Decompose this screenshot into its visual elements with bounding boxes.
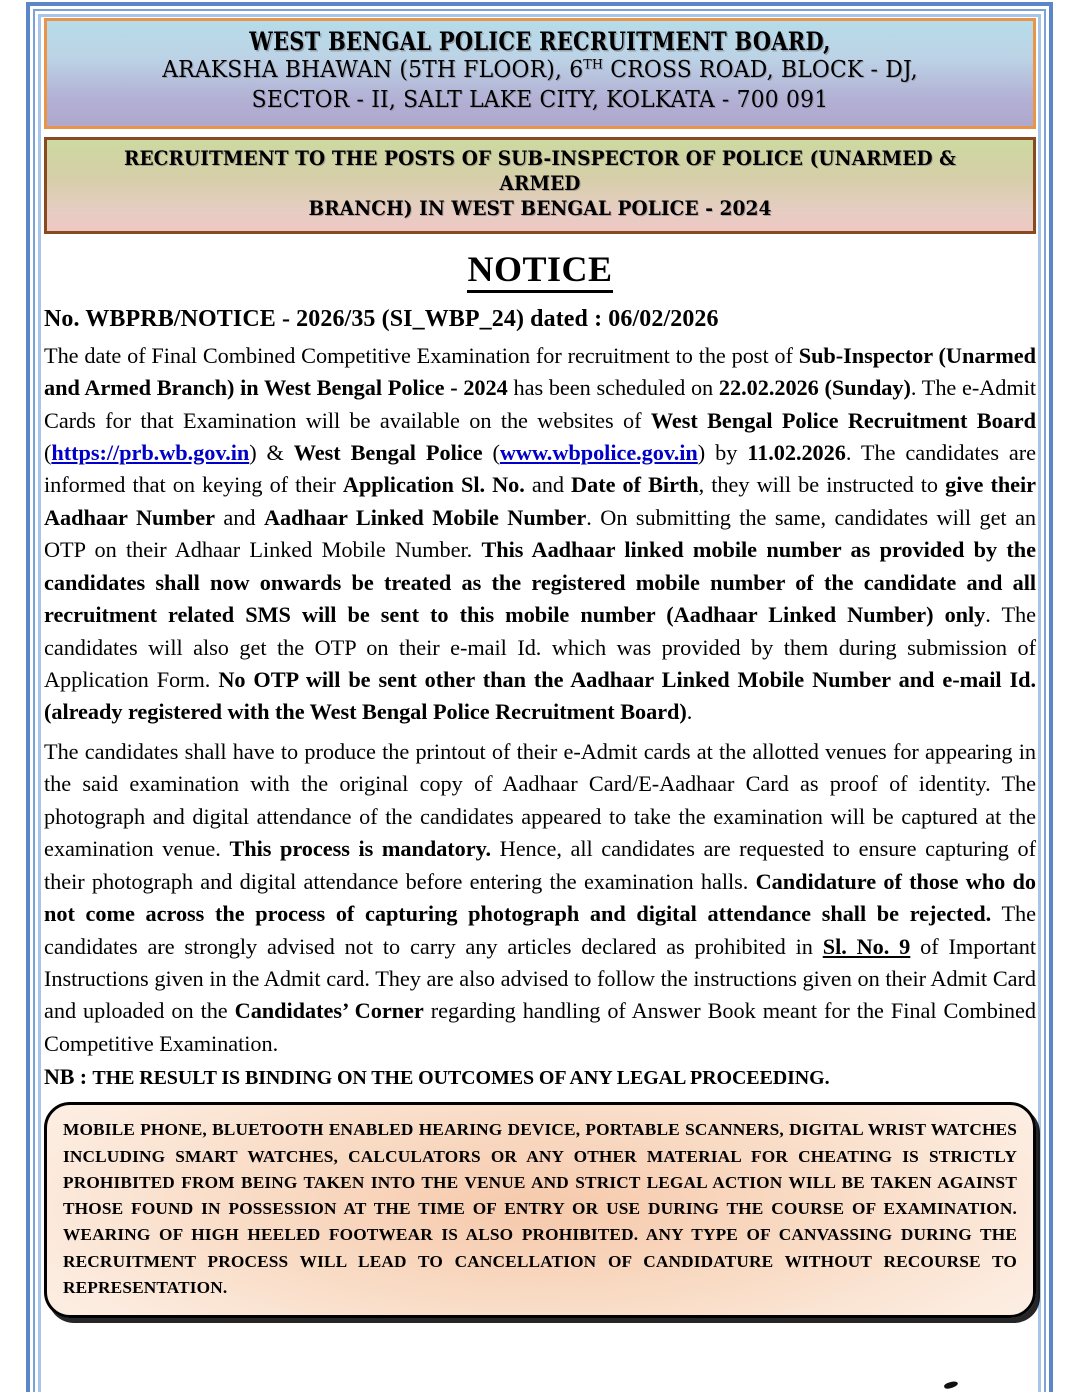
p1-t5: ) & xyxy=(249,439,294,465)
prohibited-items-text: MOBILE PHONE, BLUETOOTH ENABLED HEARING DEVICE, PORTABLE SCANNERS, DIGITAL WRIST WATCHES INCLUDING SMART WATCHES, CALCULATORS OR ANY OTHER MATERIAL FOR CHEATING IS STRICTLY PROHIBITED FROM BEING TAKEN INTO THE VENUE AND STRICT LEGAL ACTION WILL BE TAKEN AGAINST THOSE FOUND IN POSSESSION AT THE TIME OF ENTRY OR USE DURING THE COURSE OF EXAMINATION. WEARING OF HIGH HEELED FOOTWEAR IS ALSO PROHIBITED. ANY TYPE OF CANVASSING DURING THE RECRUITMENT PROCESS WILL LEAD TO CANCELLATION OF CANDIDATURE WITHOUT RECOURSE TO REPRESENTATION. xyxy=(63,1120,1017,1297)
p1-b9: Aadhaar Linked Mobile Number xyxy=(263,504,587,530)
page-title-text: NOTICE xyxy=(467,249,612,293)
nb-label: NB : xyxy=(44,1064,93,1090)
p1-b11: No OTP will be sent other than the Aadhaar Linked Mobile Number and e-mail Id. (already registered with the West Bengal Police Recruitment Board) xyxy=(44,667,1036,725)
prohibited-articles-reference: Sl. No. 9 xyxy=(822,933,911,959)
p1-t10: , they will be instructed to xyxy=(698,472,946,498)
p2-t4: of Important Instructions given in the Admit card. They are also advised to follow the instructions given on their Admit Card and uploaded on the xyxy=(44,933,1036,1024)
p2-b2: Candidature of those who do not come across the process of capturing photograph and digital attendance shall be rejected. xyxy=(44,868,1036,927)
p1-t1: The date of Final Combined Competitive Examination for recruitment to the post of xyxy=(44,342,799,368)
prb-website-link[interactable]: https://prb.wb.gov.in xyxy=(51,439,250,465)
subject-line-1: RECRUITMENT TO THE POSTS OF SUB-INSPECTOR OF POLICE (UNARMED & ARMED xyxy=(123,146,957,195)
p1-b4: West Bengal Police xyxy=(293,439,483,465)
subject-line-2: BRANCH) IN WEST BENGAL POLICE - 2024 xyxy=(308,196,772,220)
p1-t8: . The candidates are informed that on keying of their xyxy=(44,439,1036,498)
p2-t5: regarding handling of Answer Book meant for the Final Combined Competitive Examination. xyxy=(44,998,1036,1056)
p1-t13: . The candidates will also get the OTP on their e-mail Id. which was provided by them during submission of Application Form. xyxy=(44,602,1036,693)
p1-t4: ( xyxy=(44,439,52,465)
notice-number-line: No. WBPRB/NOTICE - 2026/35 (SI_WBP_24) dated : 06/02/2026 xyxy=(44,305,719,332)
subject-band xyxy=(44,137,1036,234)
p2-t1: The candidates shall have to produce the printout of their e-Admit cards at the allotted venues for appearing in the said examination with the original copy of Aadhaar Card/E-Aadhaar Card as proof of identity. The photograph and digital attendance of the candidates appeared to take the examination will be captured at the examination venue. xyxy=(44,738,1036,862)
p1-t2: has been scheduled on xyxy=(507,375,719,401)
p1-t11: and xyxy=(214,504,264,530)
paragraph-two xyxy=(44,736,1036,1060)
notice-document xyxy=(44,18,1036,1392)
ordinal-suffix: TH xyxy=(583,57,604,73)
p1-b10: This Aadhaar linked mobile number as provided by the candidates shall now onwards be treated as the registered mobile number of the candidate and all recruitment related SMS will be sent to this mobile number (Aadhaar Linked Number) only xyxy=(44,537,1037,628)
nb-note xyxy=(44,1064,1036,1090)
p1-t7: ) by xyxy=(697,439,748,465)
p2-t2: Hence, all candidates are requested to ensure capturing of their photograph and digital attendance before entering the examination halls. xyxy=(44,836,1037,894)
candidates-corner-reference: Candidates’ Corner xyxy=(234,998,424,1024)
p1-b8: give their Aadhaar Number xyxy=(44,472,1037,530)
p1-t3: . The e-Admit Cards for that Examination will be available on the websites of xyxy=(44,375,1036,433)
p1-b7: Date of Birth xyxy=(571,472,699,498)
page-title xyxy=(44,248,1036,290)
paragraph-one xyxy=(44,340,1036,729)
prohibited-items-box xyxy=(44,1102,1036,1318)
p1-b2: 22.02.2026 (Sunday) xyxy=(718,375,911,401)
organisation-address-line-2: SECTOR - II, SALT LAKE CITY, KOLKATA - 700 091 xyxy=(251,86,829,113)
p1-t9: and xyxy=(524,472,572,498)
p1-b1: Sub-Inspector (Unarmed and Armed Branch) in West Bengal Police - 2024 xyxy=(44,342,1037,401)
p2-t3: The candidates are strongly advised not to carry any articles declared as prohibited in xyxy=(44,901,1036,959)
address-line-1-part-a: ARAKSHA BHAWAN (5TH FLOOR), 6 xyxy=(162,57,584,83)
p1-b3: West Bengal Police Recruitment Board xyxy=(650,407,1036,433)
address-line-1-part-b: CROSS ROAD, BLOCK - DJ, xyxy=(603,57,918,83)
p1-t6: ( xyxy=(482,439,500,465)
organisation-name: WEST BENGAL POLICE RECRUITMENT BOARD, xyxy=(249,27,831,56)
organisation-header-band xyxy=(44,18,1036,129)
p1-b6: Application Sl. No. xyxy=(342,472,525,498)
wbpolice-website-link[interactable]: www.wbpolice.gov.in xyxy=(499,439,698,465)
p1-b5: 11.02.2026 xyxy=(747,439,846,465)
p1-t14: . xyxy=(686,699,693,725)
organisation-address-line-1 xyxy=(81,56,999,86)
nb-text: THE RESULT IS BINDING ON THE OUTCOMES OF ANY LEGAL PROCEEDING. xyxy=(92,1067,830,1090)
p2-b1: This process is mandatory. xyxy=(229,836,492,862)
p1-t12: . On submitting the same, candidates will get an OTP on their Adhaar Linked Mobile Number. xyxy=(44,504,1036,563)
